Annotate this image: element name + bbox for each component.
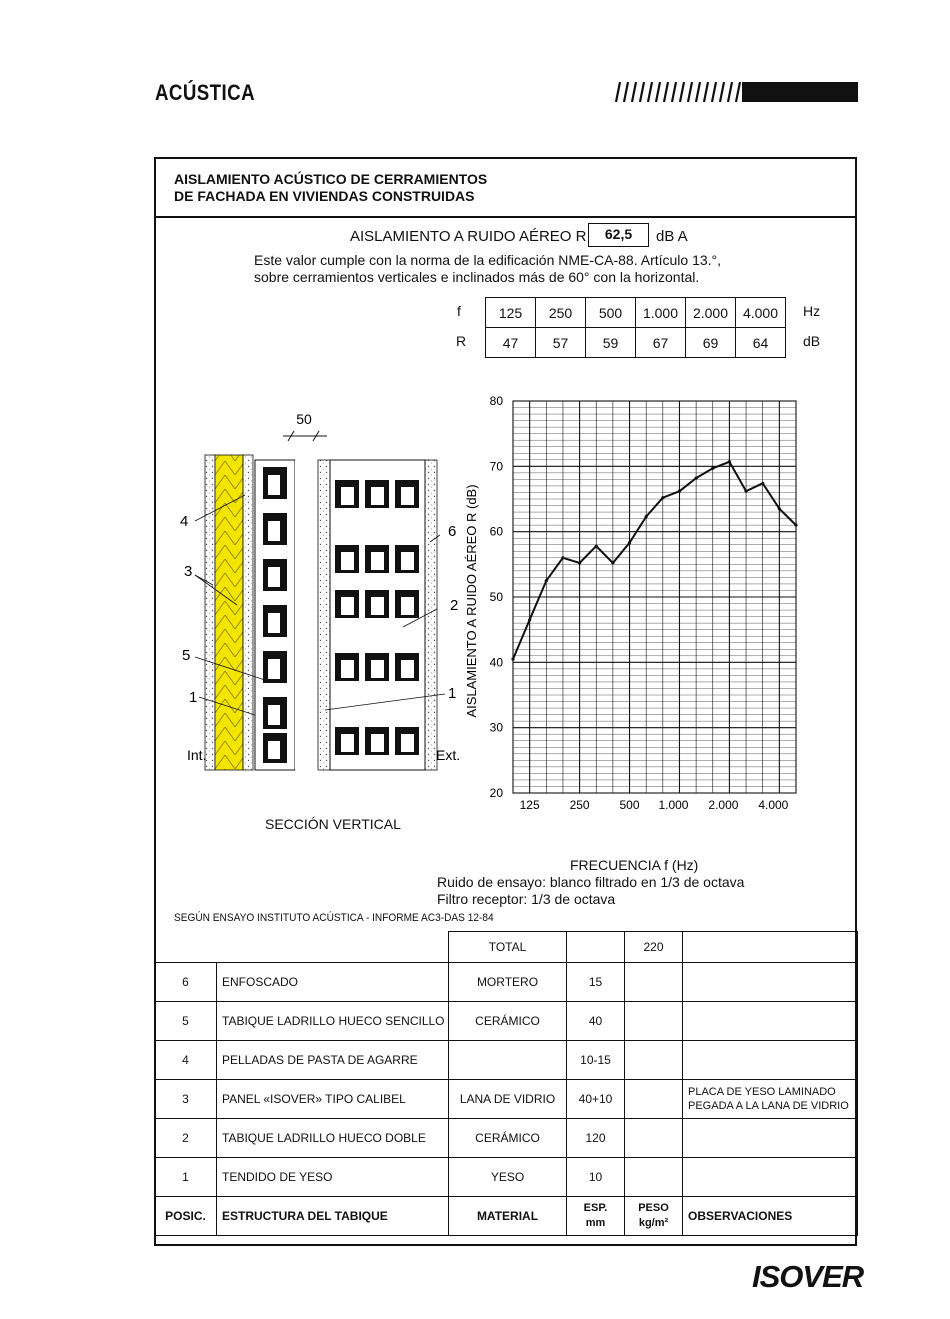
row-material: CERÁMICO — [449, 1002, 567, 1041]
section-caption: SECCIÓN VERTICAL — [265, 816, 401, 832]
chart-point — [678, 490, 681, 493]
row-thickness: 15 — [567, 963, 625, 1002]
row-pos: 2 — [155, 1119, 217, 1158]
frequency-table — [485, 297, 786, 358]
freq-unit: Hz — [803, 303, 821, 319]
chart-y-ticks — [490, 394, 504, 800]
row-observations — [683, 1158, 858, 1197]
x-tick-label: 1.000 — [658, 798, 689, 812]
row-pos: 4 — [155, 1041, 217, 1080]
chart-grid — [513, 401, 796, 793]
y-tick-label: 80 — [489, 394, 503, 408]
chart-point — [611, 561, 614, 564]
chart-point — [628, 541, 631, 544]
x-tick-label: 250 — [569, 798, 590, 812]
r-cell: 64 — [736, 328, 786, 358]
chart-point — [794, 524, 797, 527]
structure-row — [155, 1158, 858, 1197]
row-structure: ENFOSCADO — [217, 963, 449, 1002]
dimension-mark — [283, 431, 327, 441]
r-cell: 59 — [586, 328, 636, 358]
row-material: MORTERO — [449, 963, 567, 1002]
x-tick-label: 4.000 — [758, 798, 789, 812]
callout-1-right: 1 — [448, 685, 457, 702]
row-thickness: 40 — [567, 1002, 625, 1041]
r-cell: 67 — [636, 328, 686, 358]
r-unit: dB — [803, 333, 821, 349]
header-thickness — [567, 1197, 625, 1236]
page-section-title: ACÚSTICA — [155, 80, 256, 105]
wall-section-drawing — [175, 405, 465, 805]
frequency-row — [486, 298, 786, 328]
interior-label: Int. — [187, 747, 207, 763]
freq-cell: 2.000 — [686, 298, 736, 328]
y-tick-label: 70 — [489, 459, 503, 474]
rating-value: 62,5 — [588, 223, 649, 247]
r-row-label: R — [456, 333, 467, 349]
norm-line1: Este valor cumple con la norma de la edificación NME-CA-88. Artículo 13.°, — [254, 252, 722, 268]
row-weight — [625, 1041, 683, 1080]
row-thickness: 40+10 — [567, 1080, 625, 1119]
callout-4: 4 — [180, 513, 189, 530]
chart-point — [645, 515, 648, 518]
row-weight — [625, 1158, 683, 1197]
y-tick-label: 40 — [489, 655, 503, 670]
header-observations: OBSERVACIONES — [683, 1197, 858, 1236]
structure-row — [155, 963, 858, 1002]
chart-point — [761, 482, 764, 485]
header-weight — [625, 1197, 683, 1236]
row-observations: PLACA DE YESO LAMINADO PEGADA A LA LANA DE VIDRIO — [683, 1080, 858, 1119]
structure-row — [155, 1080, 858, 1119]
row-weight — [625, 1002, 683, 1041]
x-tick-label: 2.000 — [708, 798, 739, 812]
header-structure: ESTRUCTURA DEL TABIQUE — [217, 1197, 449, 1236]
chart-point — [744, 490, 747, 493]
structure-header-row — [155, 1197, 858, 1236]
freq-cell: 250 — [536, 298, 586, 328]
chart-point — [511, 657, 514, 660]
callout-2: 2 — [450, 597, 459, 614]
test-noise: Ruido de ensayo: blanco filtrado en 1/3 de octava — [437, 874, 745, 890]
norm-text — [254, 252, 721, 286]
row-thickness: 120 — [567, 1119, 625, 1158]
y-tick-label: 30 — [489, 720, 503, 735]
chart-y-axis-label: AISLAMIENTO A RUIDO AÉREO R (dB) — [464, 484, 479, 718]
row-observations — [683, 1002, 858, 1041]
row-thickness: 10 — [567, 1158, 625, 1197]
header-pos: POSIC. — [155, 1197, 217, 1236]
r-cell: 57 — [536, 328, 586, 358]
test-info — [437, 874, 744, 908]
row-structure: TABIQUE LADRILLO HUECO SENCILLO — [217, 1002, 449, 1041]
total-label: TOTAL — [449, 932, 567, 963]
sheet-title-line1: AISLAMIENTO ACÚSTICO DE CERRAMIENTOS — [174, 171, 488, 187]
chart-point — [545, 579, 548, 582]
chart-point — [595, 544, 598, 547]
header-thickness-2: mm — [585, 1217, 606, 1229]
row-weight — [625, 963, 683, 1002]
row-observations — [683, 963, 858, 1002]
header-weight-2: kg/m² — [638, 1217, 669, 1229]
row-observations — [683, 1041, 858, 1080]
rating-label: AISLAMIENTO A RUIDO AÉREO R — [350, 228, 587, 245]
row-observations — [683, 1119, 858, 1158]
structure-row — [155, 1119, 858, 1158]
y-tick-label: 60 — [489, 524, 503, 539]
chart-point — [778, 507, 781, 510]
row-pos: 5 — [155, 1002, 217, 1041]
chart-point — [661, 496, 664, 499]
row-pos: 6 — [155, 963, 217, 1002]
x-tick-label: 500 — [619, 798, 640, 812]
freq-cell: 125 — [486, 298, 536, 328]
callout-6: 6 — [448, 523, 457, 540]
header-weight-1: PESO — [638, 1202, 669, 1214]
exterior-label: Ext. — [436, 747, 461, 763]
sheet-title-line2: DE FACHADA EN VIVIENDAS CONSTRUIDAS — [174, 188, 475, 204]
chart-point — [711, 467, 714, 470]
freq-row-label: f — [457, 303, 461, 319]
total-weight: 220 — [625, 932, 683, 963]
chart-point — [578, 561, 581, 564]
row-material: LANA DE VIDRIO — [449, 1080, 567, 1119]
structure-row — [155, 1002, 858, 1041]
x-tick-label: 125 — [519, 798, 540, 812]
value-row — [486, 328, 786, 358]
row-thickness: 10-15 — [567, 1041, 625, 1080]
structure-row — [155, 1041, 858, 1080]
row-material: YESO — [449, 1158, 567, 1197]
insulation-chart — [455, 385, 810, 825]
header-thickness-1: ESP. — [583, 1202, 608, 1214]
row-structure: TENDIDO DE YESO — [217, 1158, 449, 1197]
header-stripe-band — [612, 82, 858, 102]
row-material — [449, 1041, 567, 1080]
isover-logo: ISOVER — [752, 1259, 864, 1294]
r-cell: 69 — [686, 328, 736, 358]
row-pos: 1 — [155, 1158, 217, 1197]
chart-points — [511, 460, 797, 661]
chart-x-axis-label: FRECUENCIA f (Hz) — [570, 857, 699, 873]
structure-table — [154, 931, 858, 1236]
y-tick-label: 50 — [489, 590, 503, 604]
chart-point — [695, 476, 698, 479]
r-cell: 47 — [486, 328, 536, 358]
callout-5: 5 — [182, 647, 191, 664]
norm-line2: sobre cerramientos verticales e inclinados más de 60° con la horizontal. — [254, 269, 700, 285]
test-filter: Filtro receptor: 1/3 de octava — [437, 891, 616, 907]
chart-point — [528, 618, 531, 621]
chart-x-ticks — [520, 798, 789, 812]
total-row — [155, 932, 858, 963]
test-source: SEGÚN ENSAYO INSTITUTO ACÚSTICA - INFORME AC3-DAS 12-84 — [174, 912, 494, 924]
row-structure: PANEL «ISOVER» TIPO CALIBEL — [217, 1080, 449, 1119]
row-structure: TABIQUE LADRILLO HUECO DOBLE — [217, 1119, 449, 1158]
row-weight — [625, 1119, 683, 1158]
chart-point — [728, 460, 731, 463]
row-weight — [625, 1080, 683, 1119]
dimension-label: 50 — [296, 411, 312, 427]
rating-unit: dB A — [656, 228, 688, 245]
callout-3: 3 — [184, 563, 193, 580]
header-material: MATERIAL — [449, 1197, 567, 1236]
row-structure: PELLADAS DE PASTA DE AGARRE — [217, 1041, 449, 1080]
freq-cell: 1.000 — [636, 298, 686, 328]
y-tick-label: 20 — [489, 786, 503, 800]
row-pos: 3 — [155, 1080, 217, 1119]
sheet-title — [174, 171, 487, 205]
row-material: CERÁMICO — [449, 1119, 567, 1158]
callout-1-left: 1 — [189, 689, 198, 706]
freq-cell: 4.000 — [736, 298, 786, 328]
freq-cell: 500 — [586, 298, 636, 328]
chart-point — [561, 556, 564, 559]
